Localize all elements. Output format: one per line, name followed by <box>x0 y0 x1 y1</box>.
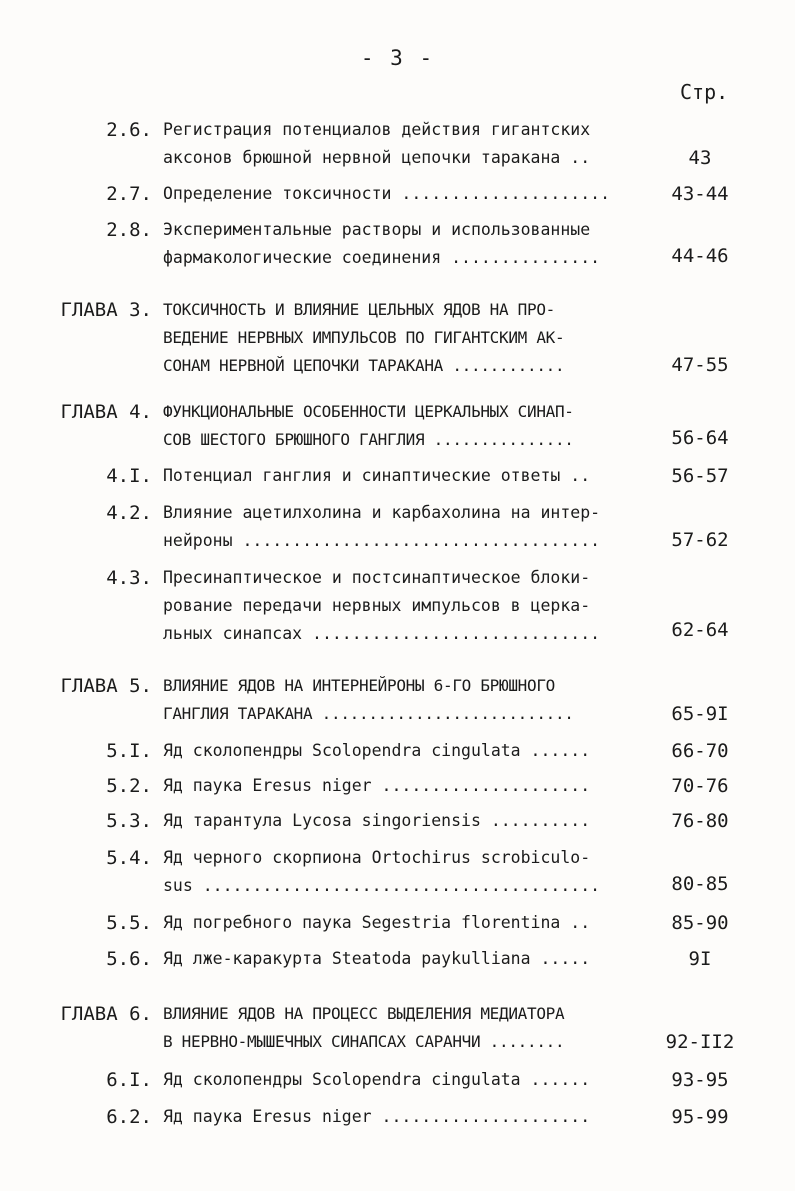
entry-title: Влияние ацетилхолина и карбахолина на интер- нейроны .................................... <box>163 503 601 550</box>
entry-title: ТОКСИЧНОСТЬ И ВЛИЯНИЕ ЦЕЛЬНЫХ ЯДОВ НА ПРО- ВЕДЕНИЕ НЕРВНЫХ ИМПУЛЬСОВ ПО ГИГАНТСКИМ АК- СОНАМ НЕРВНОЙ ЦЕПОЧКИ ТАРАКАНА ............ <box>163 300 565 375</box>
entry-pages: 43 <box>688 147 712 169</box>
entry-number: ГЛАВА 6. <box>60 1003 152 1025</box>
entry-title: Экспериментальные растворы и использованные фармакологические соединения ............... <box>163 220 601 267</box>
entry-number: 4.I. <box>106 465 152 487</box>
entry-title: Яд сколопендры Scolopendra cingulata ...... <box>163 741 591 760</box>
entry-number: 5.I. <box>106 740 152 762</box>
entry-number: 2.7. <box>106 183 152 205</box>
entry-title: Яд черного скорпиона Ortochirus scrobiculo- sus ........................................ <box>163 848 601 895</box>
entry-title: Определение токсичности ..................... <box>163 184 611 203</box>
entry-pages: 70-76 <box>671 775 729 797</box>
entry-title: Яд тарантула Lycosa singoriensis .......... <box>163 811 591 830</box>
entry-number: 2.6. <box>106 119 152 141</box>
entry-pages: 57-62 <box>671 529 729 551</box>
entry-pages: 65-9I <box>671 703 729 725</box>
entry-pages: 95-99 <box>671 1106 729 1128</box>
entry-title: Яд лже-каракурта Steatoda paykulliana ..... <box>163 949 591 968</box>
entry-number: 5.2. <box>106 775 152 797</box>
entry-number: 5.6. <box>106 948 152 970</box>
entry-number: 5.3. <box>106 810 152 832</box>
entry-title: Яд паука Eresus niger ..................... <box>163 1107 591 1126</box>
entry-pages: 85-90 <box>671 912 729 934</box>
entry-title: Яд погребного паука Segestria florentina .. <box>163 913 591 932</box>
entry-pages: 93-95 <box>671 1069 729 1091</box>
entry-number: 2.8. <box>106 219 152 241</box>
entry-number: ГЛАВА 4. <box>60 401 152 423</box>
entry-pages: 80-85 <box>671 873 729 895</box>
entry-pages: 47-55 <box>671 354 729 376</box>
entry-pages: 9I <box>688 948 712 970</box>
entry-pages: 44-46 <box>671 245 729 267</box>
entry-pages: 76-80 <box>671 810 729 832</box>
entry-title: ФУНКЦИОНАЛЬНЫЕ ОСОБЕННОСТИ ЦЕРКАЛЬНЫХ СИНАП- СОВ ШЕСТОГО БРЮШНОГО ГАНГЛИЯ ............... <box>163 402 574 449</box>
entry-pages: 66-70 <box>671 740 729 762</box>
entry-title: Регистрация потенциалов действия гигантских аксонов брюшной нервной цепочки таракана .. <box>163 120 591 167</box>
entry-title: ВЛИЯНИЕ ЯДОВ НА ИНТЕРНЕЙРОНЫ 6-ГО БРЮШНОГО ГАНГЛИЯ ТАРАКАНА ........................... <box>163 676 574 723</box>
entry-pages: 43-44 <box>671 183 729 205</box>
entry-title: Потенциал ганглия и синаптические ответы .. <box>163 466 591 485</box>
entry-number: 5.5. <box>106 912 152 934</box>
entry-number: 4.2. <box>106 502 152 524</box>
pages-column-label: Стр. <box>680 80 729 104</box>
entry-pages: 56-64 <box>671 427 729 449</box>
entry-number: 6.2. <box>106 1106 152 1128</box>
entry-number: 6.I. <box>106 1069 152 1091</box>
entry-title: Яд паука Eresus niger ..................... <box>163 776 591 795</box>
entry-pages: 56-57 <box>671 465 729 487</box>
entry-number: 5.4. <box>106 847 152 869</box>
entry-pages: 92-II2 <box>665 1031 735 1053</box>
entry-title: ВЛИЯНИЕ ЯДОВ НА ПРОЦЕСС ВЫДЕЛЕНИЯ МЕДИАТОРА В НЕРВНО-МЫШЕЧНЫХ СИНАПСАХ САРАНЧИ ........ <box>163 1004 565 1051</box>
page-number: - 3 - <box>360 46 435 70</box>
entry-number: ГЛАВА 3. <box>60 299 152 321</box>
entry-title: Яд сколопендры Scolopendra cingulata ...... <box>163 1070 591 1089</box>
entry-number: 4.3. <box>106 567 152 589</box>
entry-title: Пресинаптическое и постсинаптическое блоки- рование передачи нервных импульсов в церка- льных синапсах ............................. <box>163 568 601 643</box>
entry-pages: 62-64 <box>671 619 729 641</box>
entry-number: ГЛАВА 5. <box>60 675 152 697</box>
